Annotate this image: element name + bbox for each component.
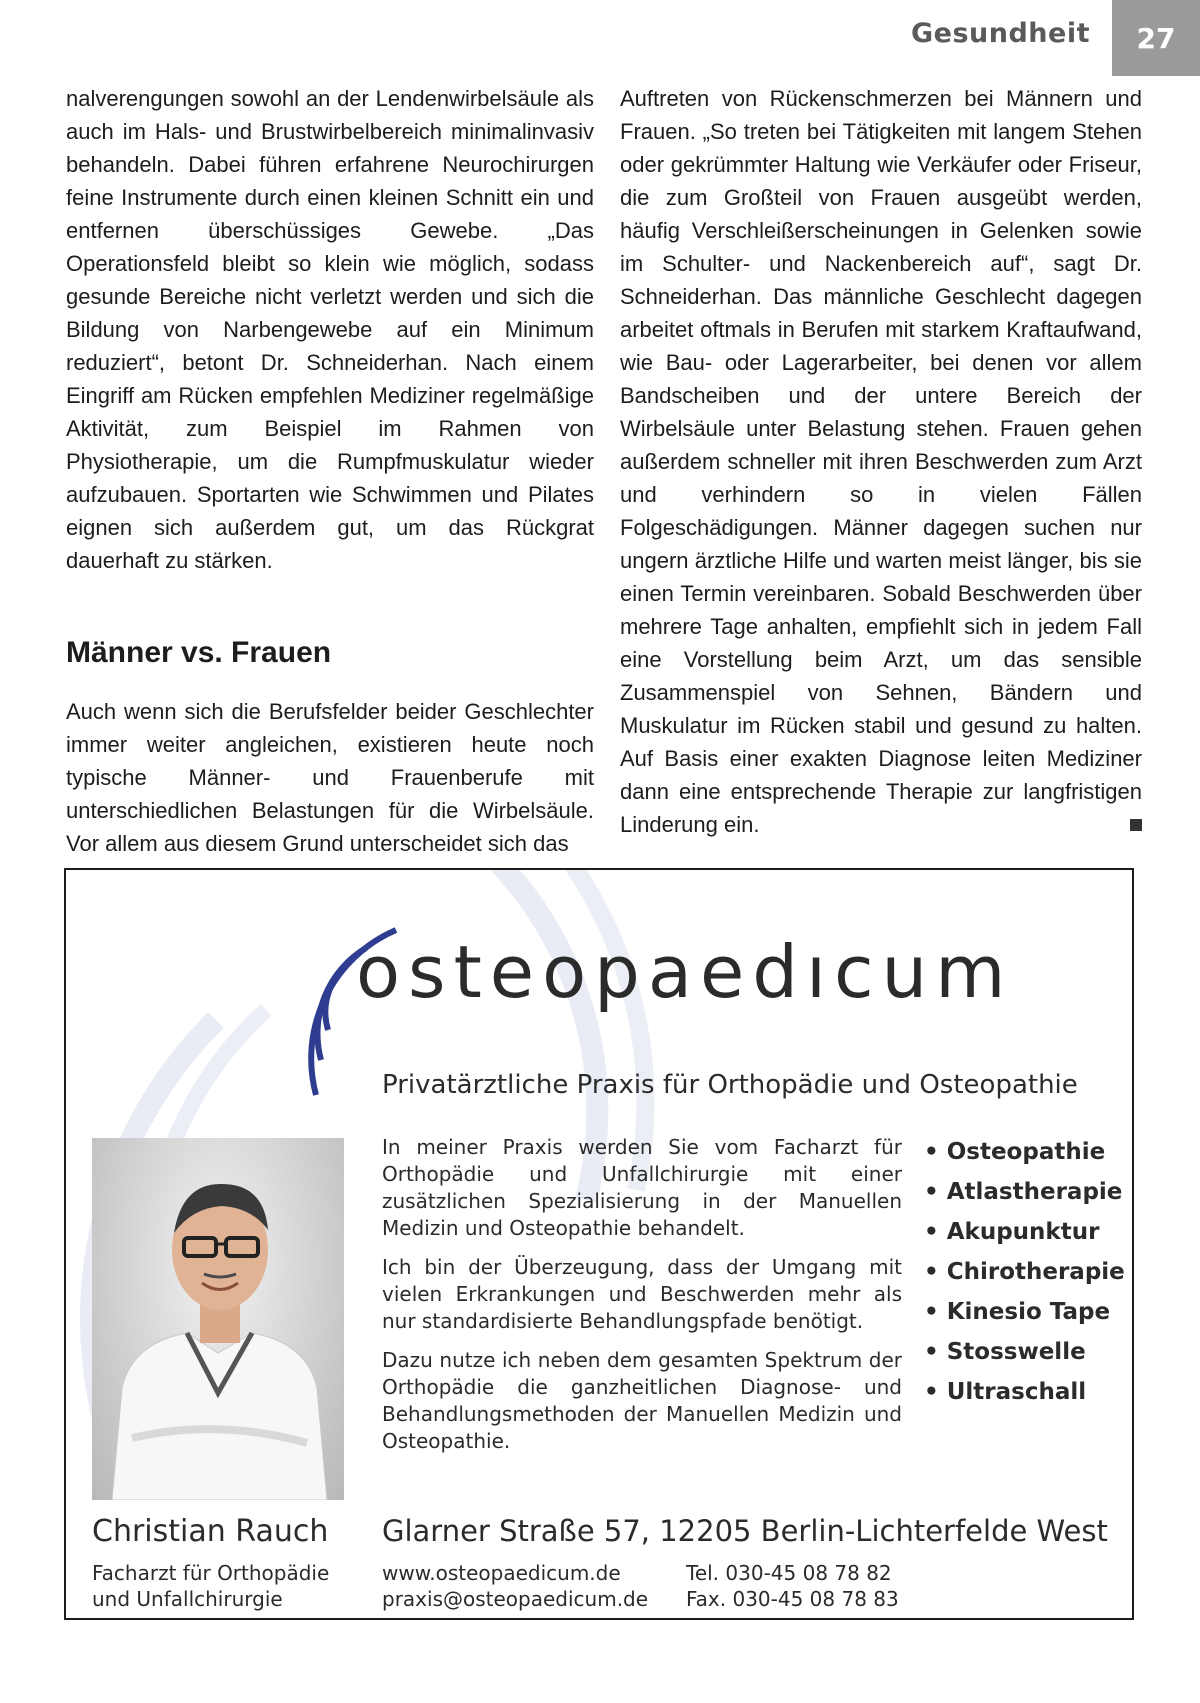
article-heading: Männer vs. Frauen [66, 636, 332, 669]
section-label: Gesundheit [910, 18, 1090, 49]
article-paragraph: nalverengungen sowohl an der Lendenwirbelsäule als auch im Hals- und Brustwirbelbereich minimalinvasiv behandeln. Dabei führen erfahrene Neurochirurgen feine Instrumente durch einen kleinen Schnitt ein und entfernen überschüssiges Gewebe. „Das Operationsfeld bleibt so klein wie möglich, sodass gesunde Bereiche nicht verletzt werden und sich die Bildung von Narbengewebe auf ein Minimum reduziert“, betont Dr. Schneiderhan. Nach einem Eingriff am Rücken empfehlen Mediziner regelmäßige Aktivität, zum Beispiel im Rahmen von Physiotherapie, um die Rumpfmuskulatur wieder aufzubauen. Sportarten wie Schwimmen und Pilates eignen sich außerdem gut, um das Rückgrat dauerhaft zu stärken. [66, 86, 594, 573]
doctor-title-line: Facharzt für Orthopädie [92, 1561, 330, 1585]
description-paragraph: Dazu nutze ich neben dem gesamten Spektrum der Orthopädie die ganzheitlichen Diagnose- und Behandlungsmethoden der Manuellen Medizin und Osteopathie. [382, 1348, 902, 1453]
website-link[interactable]: www.osteopaedicum.de [382, 1561, 621, 1585]
service-item: • Chirotherapie [924, 1252, 1125, 1292]
fax-number: Fax. 030-45 08 78 83 [686, 1587, 899, 1611]
practice-address: Glarner Straße 57, 12205 Berlin-Lichterfelde West [382, 1514, 1108, 1548]
article-paragraph [620, 82, 1142, 841]
advertisement-box [64, 868, 1134, 1620]
service-item: • Kinesio Tape [924, 1292, 1125, 1332]
phone-number: Tel. 030-45 08 78 82 [686, 1561, 892, 1585]
description-paragraph: Ich bin der Überzeugung, dass der Umgang mit vielen Erkrankungen und Beschwerden mehr als nur standardisierte Behandlungspfade benötigt. [382, 1255, 902, 1333]
logo-wordmark: osteopaedıcum [356, 930, 1014, 1014]
article-right-column [620, 82, 1142, 841]
services-list [924, 1132, 1125, 1412]
service-item: • Atlastherapie [924, 1172, 1125, 1212]
article-left-column [66, 82, 594, 860]
practice-description [382, 1134, 902, 1467]
service-item: • Osteopathie [924, 1132, 1125, 1172]
end-of-article-icon [1130, 819, 1142, 831]
service-item: • Stosswelle [924, 1332, 1125, 1372]
email-link[interactable]: praxis@osteopaedicum.de [382, 1587, 649, 1611]
service-item: • Ultraschall [924, 1372, 1125, 1412]
doctor-portrait-icon [92, 1138, 344, 1500]
article-paragraph: Auch wenn sich die Berufsfelder beider Geschlechter immer weiter angleichen, existieren heute noch typische Männer- und Frauenberufe mit unterschiedlichen Belastungen für die Wirbelsäule. Vor allem aus diesem Grund unterscheidet sich das [66, 699, 594, 856]
page-number: 27 [1112, 0, 1200, 76]
article-paragraph-text: Auftreten von Rückenschmerzen bei Männern und Frauen. „So treten bei Tätigkeiten mit langem Stehen oder gekrümmter Haltung wie Verkäufer oder Friseur, die zum Großteil von Frauen ausgeübt werden, häufig Verschleißerscheinungen in Gelenken sowie im Schulter- und Nackenbereich auf“, sagt Dr. Schneiderhan. Das männliche Geschlecht dagegen arbeitet oftmals in Berufen mit starkem Kraftaufwand, wie Bau- oder Lagerarbeiter, bei denen vor allem Bandscheiben und der untere Bereich der Wirbelsäule unter Belastung stehen. Frauen gehen außerdem schneller mit ihren Beschwerden zum Arzt und verhindern so in vielen Fällen Folgeschädigungen. Männer dagegen suchen nur ungern ärztliche Hilfe und warten meist länger, bis sie einen Termin vereinbaren. Sobald Beschwerden über mehrere Tage anhalten, empfiehlt sich in jedem Fall eine Vorstellung beim Arzt, um das sensible Zusammenspiel von Sehnen, Bändern und Muskulatur im Rücken stabil und gesund zu halten. Auf Basis einer exakten Diagnose leiten Mediziner dann eine entsprechende Therapie zur langfristigen Linderung ein. [620, 86, 1142, 837]
doctor-title [92, 1560, 329, 1612]
contact-online [382, 1560, 648, 1612]
description-paragraph: In meiner Praxis werden Sie vom Facharzt für Orthopädie und Unfallchirurgie mit einer zusätzlichen Spezialisierung in der Manuellen Medizin und Osteopathie behandelt. [382, 1135, 902, 1240]
doctor-photo [92, 1138, 344, 1500]
doctor-title-line: und Unfallchirurgie [92, 1587, 283, 1611]
service-item: • Akupunktur [924, 1212, 1125, 1252]
doctor-name: Christian Rauch [92, 1514, 329, 1549]
contact-phone [686, 1560, 899, 1612]
practice-tagline: Privatärztliche Praxis für Orthopädie und Osteopathie [382, 1070, 1078, 1100]
